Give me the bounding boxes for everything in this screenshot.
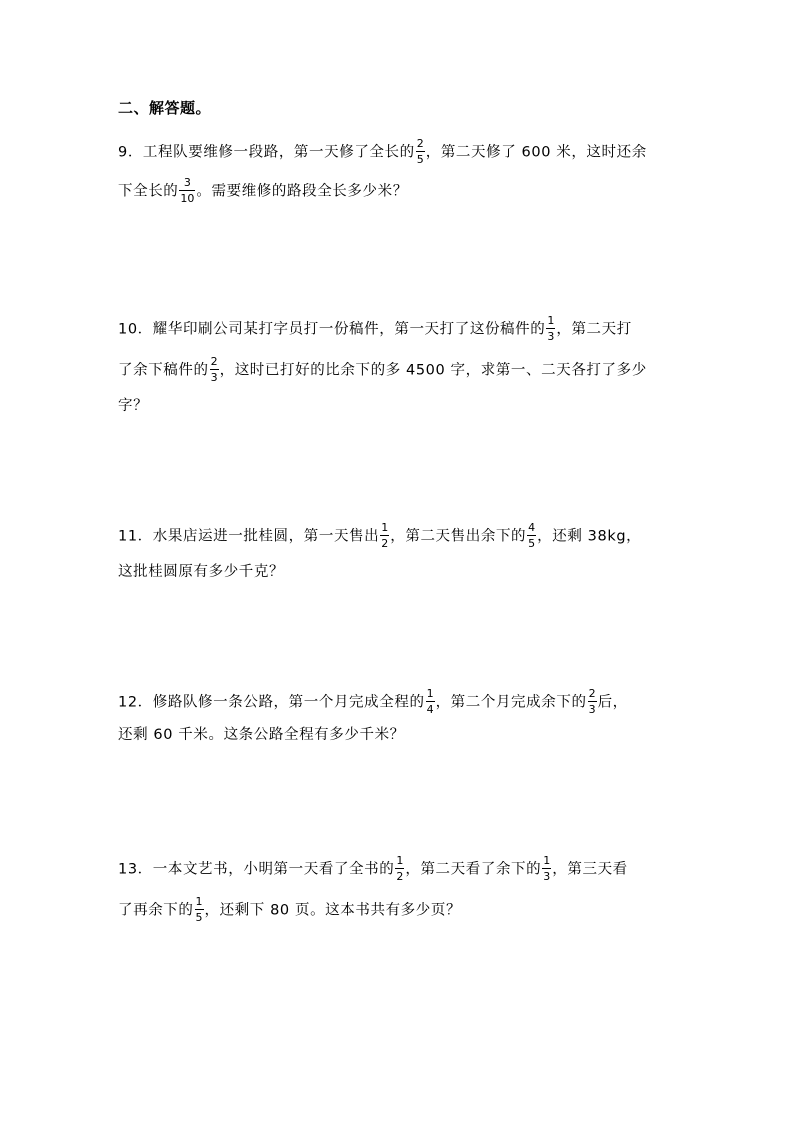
problem-text: 13．一本文艺书，小明第一天看了全书的	[118, 861, 395, 878]
fraction-numerator: 1	[396, 854, 404, 867]
problem-text: 12．修路队修一条公路，第一个月完成全程的	[118, 694, 425, 711]
fraction	[210, 356, 219, 383]
problem-text: ，第三天看	[552, 861, 628, 878]
fraction-numerator: 3	[179, 177, 195, 191]
fraction-numerator: 1	[543, 854, 551, 867]
fraction-numerator: 2	[588, 687, 596, 700]
problem-text: 了余下稿件的	[118, 362, 209, 379]
problem-text: 还剩 60 千米。这条公路全程有多少千米？	[118, 727, 405, 743]
fraction-numerator: 1	[195, 895, 203, 908]
problem-text: ，这时已打好的比余下的多 4500 字，求第一、二天各打了多少	[219, 362, 647, 379]
problem-line	[118, 725, 405, 745]
fraction	[416, 138, 425, 165]
problem-line	[118, 523, 641, 550]
problem-line	[118, 396, 148, 416]
fraction	[542, 855, 551, 882]
fraction-denominator: 2	[381, 537, 389, 550]
fraction-numerator: 2	[210, 355, 218, 368]
problem-line	[118, 316, 632, 343]
problem-line	[118, 689, 628, 716]
fraction	[588, 688, 597, 715]
problem-text: 11．水果店运进一批桂圆，第一天售出	[118, 528, 380, 545]
fraction-denominator: 4	[426, 703, 434, 716]
problem-text: 后，	[597, 694, 628, 711]
fraction-denominator: 3	[210, 371, 218, 384]
problem-text: 下全长的	[118, 183, 179, 200]
fraction-numerator: 1	[547, 314, 555, 327]
problem-text: 字？	[118, 398, 149, 414]
fraction-denominator: 3	[547, 330, 555, 343]
problem-text: 。需要维修的路段全长多少米？	[196, 183, 408, 200]
problem-line	[118, 897, 461, 924]
problem-text: 了再余下的	[118, 902, 194, 919]
fraction	[395, 855, 404, 882]
problem-text: ，第二天修了 600 米，这时还余	[425, 144, 647, 161]
problem-text: 10．耀华印刷公司某打字员打一份稿件，第一天打了这份稿件的	[118, 321, 546, 338]
problem-line	[118, 562, 284, 582]
problem-text: ，第二天打	[556, 321, 632, 338]
fraction	[527, 522, 536, 549]
problem-line	[118, 178, 408, 205]
fraction-denominator: 5	[195, 911, 203, 924]
fraction	[179, 177, 195, 204]
problem-line	[118, 357, 647, 384]
fraction-denominator: 5	[528, 537, 536, 550]
fraction	[380, 522, 389, 549]
fraction-denominator: 3	[543, 870, 551, 883]
problem-text: 9．工程队要维修一段路，第一天修了全长的	[118, 144, 415, 161]
fraction	[546, 315, 555, 342]
problem-text: ，还剩下 80 页。这本书共有多少页？	[204, 902, 462, 919]
fraction-denominator: 2	[396, 870, 404, 883]
fraction-denominator: 3	[588, 703, 596, 716]
fraction-numerator: 1	[381, 521, 389, 534]
problem-line	[118, 139, 647, 166]
fraction-numerator: 2	[416, 137, 424, 150]
problem-text: ，第二天看了余下的	[405, 861, 542, 878]
fraction	[426, 688, 435, 715]
problem-text: 这批桂圆原有多少千克？	[118, 564, 285, 580]
fraction-denominator: 5	[416, 153, 424, 166]
problem-text: ，第二天售出余下的	[390, 528, 527, 545]
fraction-numerator: 4	[528, 521, 536, 534]
section-title: 二、解答题。	[118, 99, 212, 117]
problem-text: ，第二个月完成余下的	[435, 694, 587, 711]
fraction-denominator: 10	[180, 192, 195, 205]
fraction-numerator: 1	[426, 687, 434, 700]
problem-line	[118, 856, 628, 883]
problem-text: ，还剩 38kg，	[537, 528, 642, 545]
fraction	[195, 896, 204, 923]
